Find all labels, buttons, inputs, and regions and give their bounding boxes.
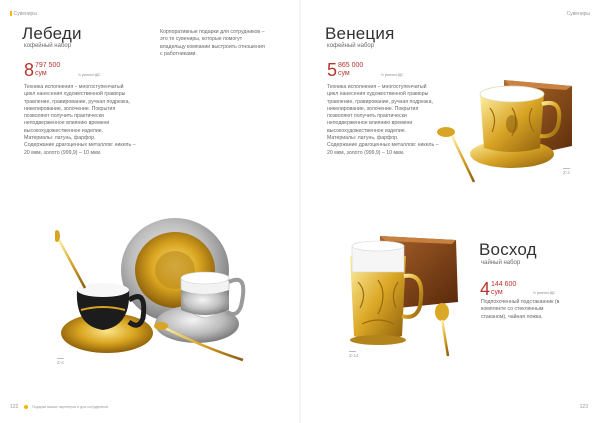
footer-tagline: Подарки ваших партнёров и для сотрудников <box>32 405 108 409</box>
price-thousands: 865 000 <box>338 62 364 69</box>
price-currency: сум <box>338 70 350 77</box>
code-rule <box>57 358 64 359</box>
right-page-header: Сувениры <box>566 11 590 17</box>
product-code: Z-4 <box>57 359 64 365</box>
product-code: Z-14 <box>349 352 359 358</box>
swans-coffee-set-photo <box>55 218 260 368</box>
price-millions: 8 <box>24 60 35 80</box>
page-fold <box>299 0 301 423</box>
product-subtitle: кофейный набор <box>24 43 72 49</box>
price-millions: 4 <box>480 279 491 299</box>
product-description: Подпохоченный подстаканник (в комплекте со стеклянным стаканом), чайная ложка. <box>481 299 560 320</box>
product-title: Восход <box>479 240 537 259</box>
vat-note: *с учетом НДС <box>381 73 404 77</box>
right-page-number: 123 <box>579 404 588 410</box>
product-description: Техника исполнения – многоступенчатый цикл нанесения художественной гравюры травление, гравирование, ручная подрезка, никелирование, золочение. Покрытия позволяют получить практически неподверженное влиянию времени высокохудожественное изделие. Материалы: латунь, фарфор. Содержание драгоценных металлов: никель – 20 мкм, золото (999,9) – 10 мкм. <box>327 84 439 156</box>
price-currency: сум <box>35 70 47 77</box>
intro-paragraph: Корпоративные подарки для сотрудников – это те сувениры, которые помогут владельцу компании выстроить отношения с работниками. <box>160 29 265 57</box>
product-title: Лебеди <box>22 24 82 43</box>
product-subtitle: кофейный набор <box>327 43 375 49</box>
price-thousands: 797 500 <box>35 62 61 69</box>
voskhod-tea-set-photo <box>338 232 470 360</box>
vat-note: *с учетом НДС <box>78 73 101 77</box>
product-code: Z-2 <box>563 169 570 175</box>
code-rule <box>349 351 356 352</box>
vat-note: *с учетом НДС <box>533 291 556 295</box>
product-title: Венеция <box>325 24 395 43</box>
code-rule <box>563 168 570 169</box>
left-page-header: Сувениры <box>10 11 37 17</box>
venice-coffee-set-photo <box>434 74 576 186</box>
left-page-number: 122 <box>10 404 19 410</box>
price-currency: сум <box>491 289 503 296</box>
footer-dot <box>24 405 28 409</box>
header-mark <box>10 11 12 16</box>
price-thousands: 144 600 <box>491 281 517 288</box>
product-subtitle: чайный набор <box>481 260 521 266</box>
price-millions: 5 <box>327 60 338 80</box>
product-description: Техника исполнения – многоступенчатый цикл нанесения художественной гравюры травление, гравирование, ручная подрезка, никелирование, золочение. Покрытия позволяют получить практически неподверженное влиянию времени высокохудожественное изделие. Материалы: латунь, фарфор. Содержание драгоценных металлов: никель – 20 мкм, золото (999,9) – 10 мкм. <box>24 84 136 156</box>
